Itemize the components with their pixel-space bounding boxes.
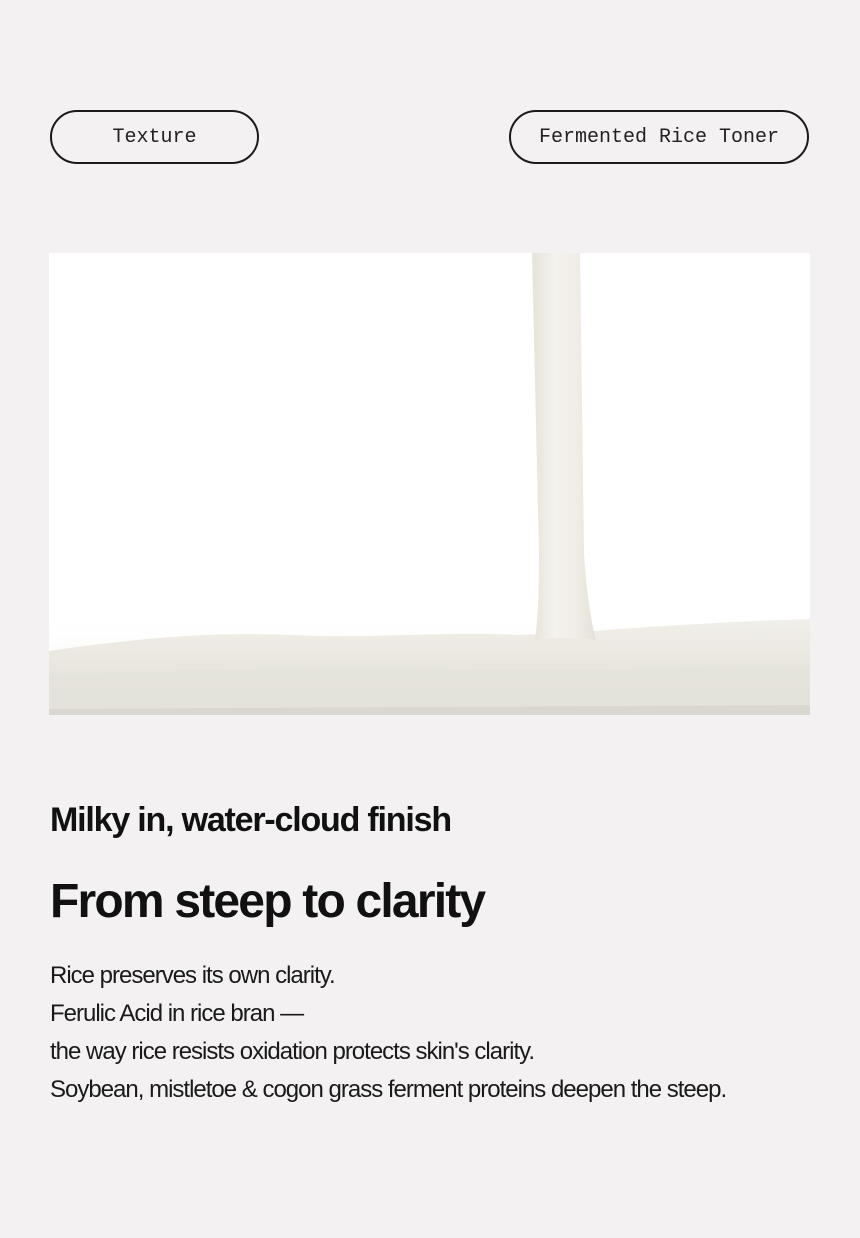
section-subtitle: Milky in, water-cloud finish [50, 801, 451, 839]
description-line: Ferulic Acid in rice bran — [50, 1000, 304, 1027]
texture-tag-label: Texture [112, 125, 197, 149]
milk-pour-illustration [49, 253, 810, 715]
description-line: Rice preserves its own clarity. [50, 962, 335, 989]
texture-tag [50, 110, 259, 164]
product-name-tag [509, 110, 809, 164]
description-paragraph [50, 957, 820, 1109]
description-line: the way rice resists oxidation protects skin's clarity. [50, 1038, 534, 1065]
description-line: Soybean, mistletoe & cogon grass ferment proteins deepen the steep. [50, 1076, 727, 1103]
milk-pour-image [49, 253, 810, 715]
section-headline: From steep to clarity [50, 875, 485, 928]
product-name-tag-label: Fermented Rice Toner [538, 125, 780, 149]
